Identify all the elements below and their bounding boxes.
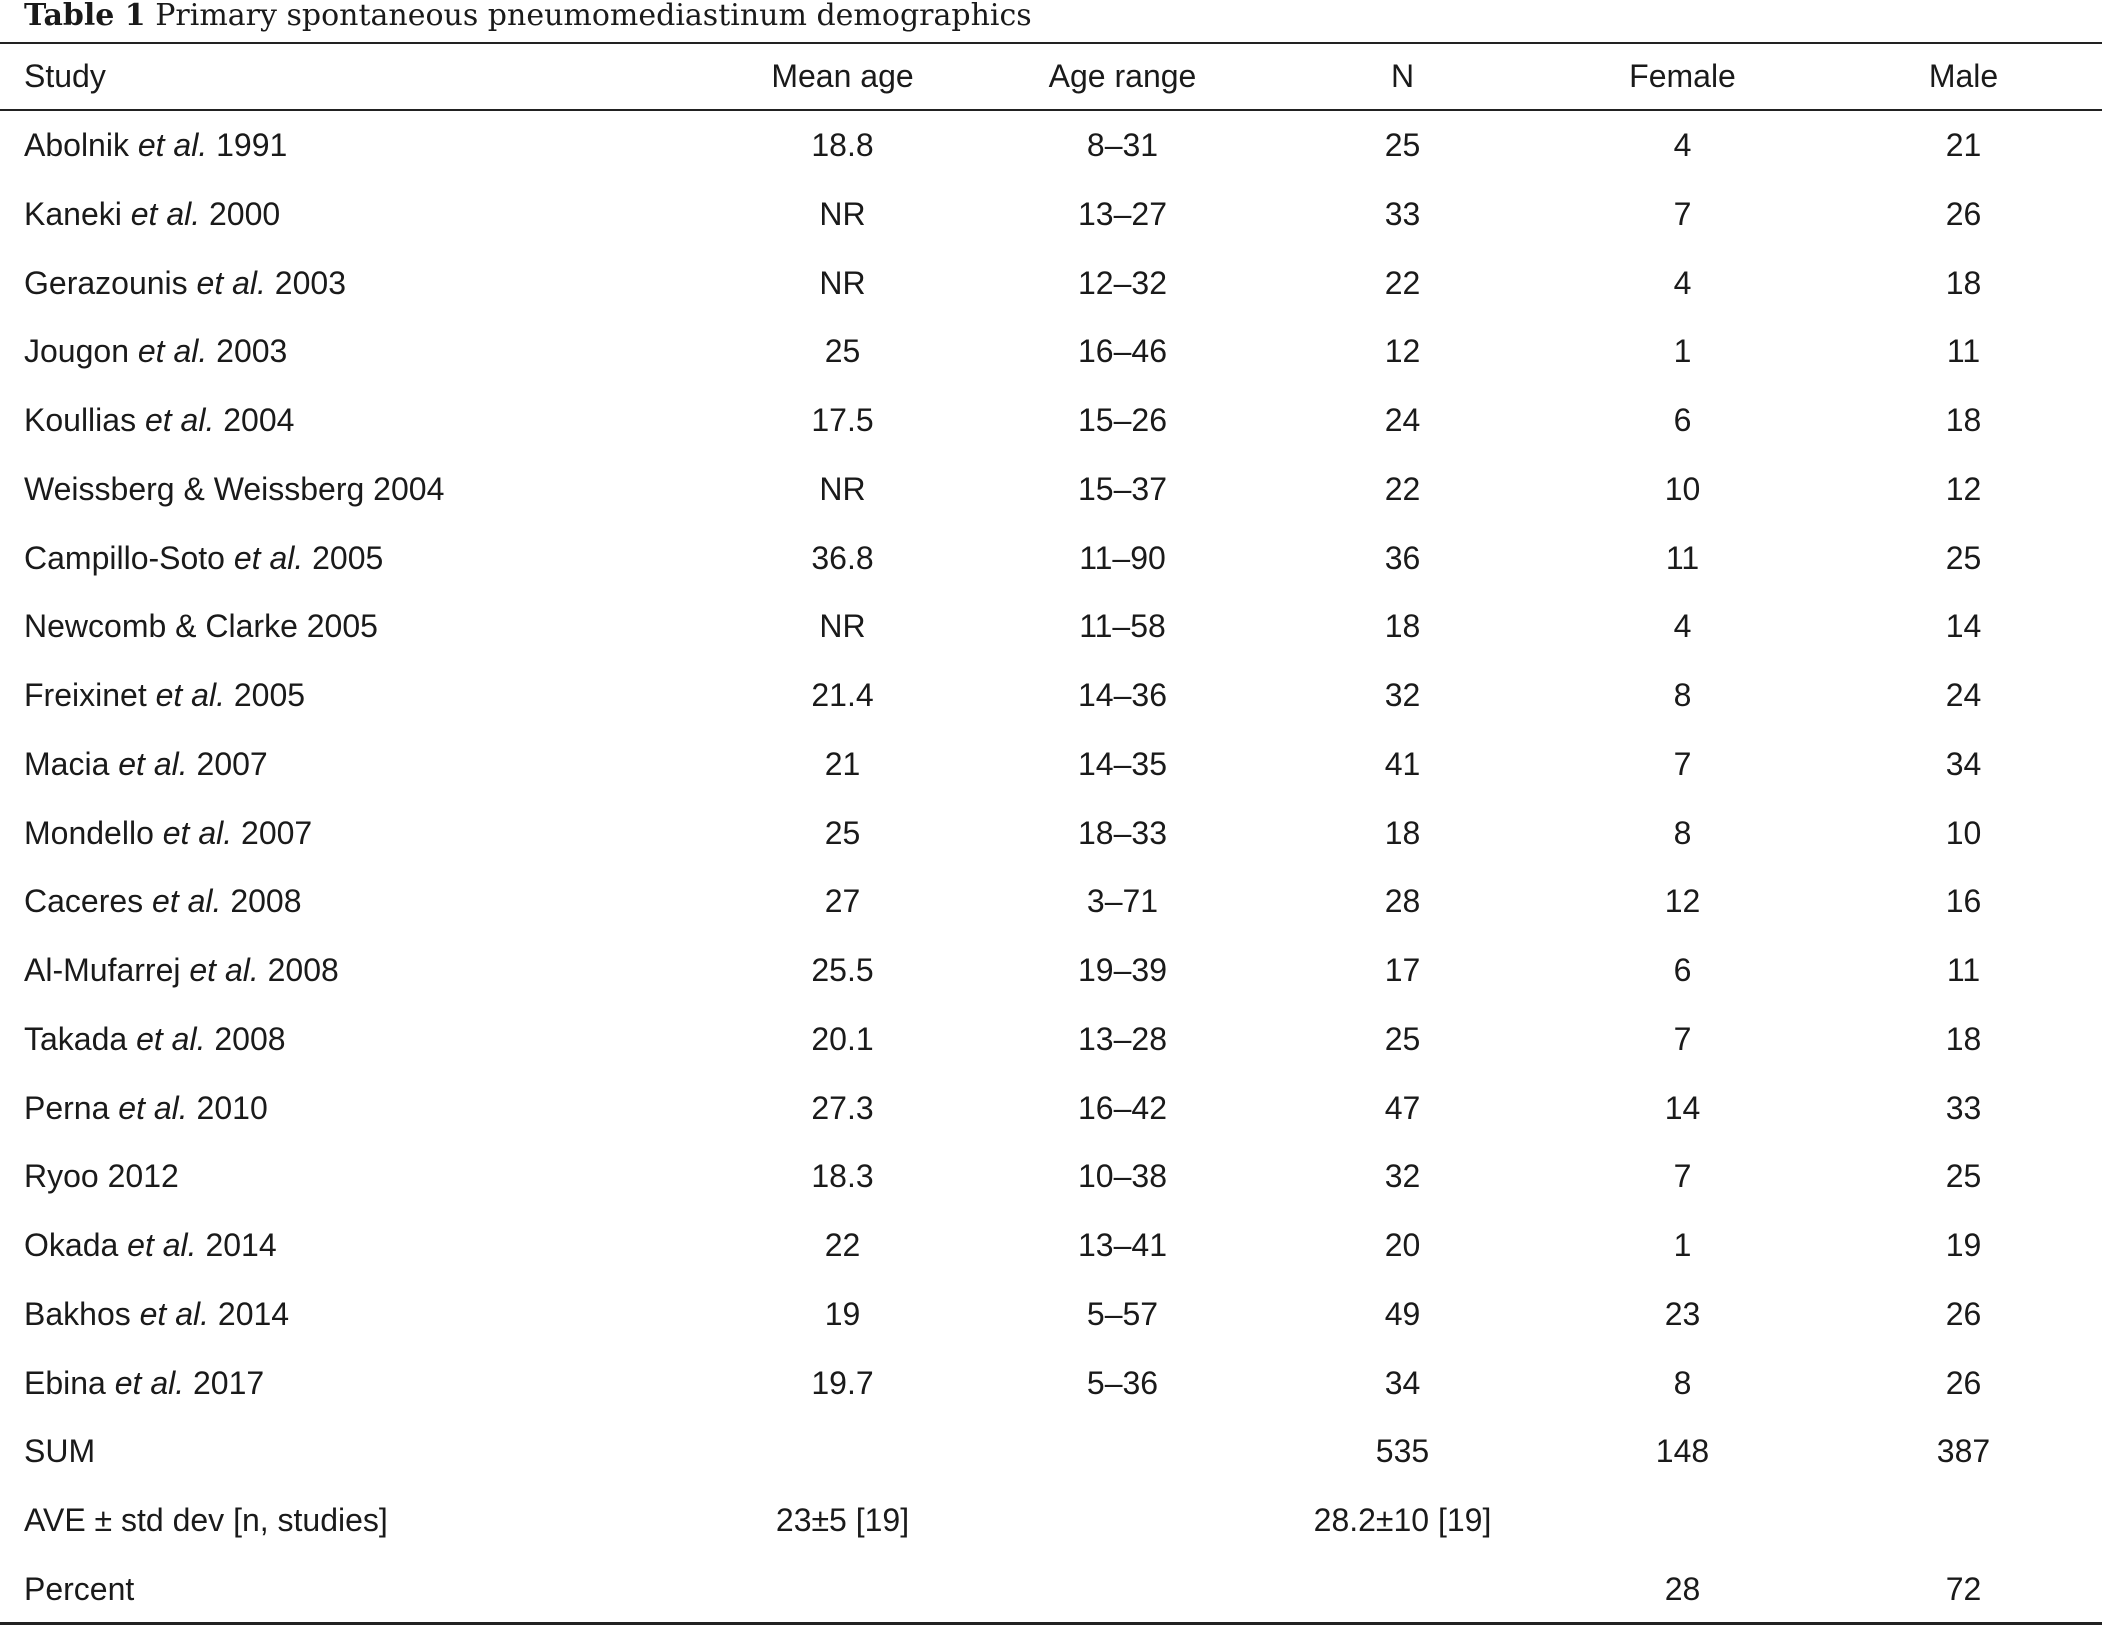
study-etal: et al. <box>139 1295 209 1332</box>
study-cell <box>0 1280 705 1349</box>
table-row <box>0 661 2102 730</box>
mean-age-cell: 20.1 <box>811 1020 874 1057</box>
study-author: Takada <box>24 1020 137 1057</box>
female-cell: 1 <box>1673 333 1692 370</box>
male-cell: 19 <box>1945 1227 1982 1264</box>
male-cell: 18 <box>1945 402 1982 439</box>
study-year: 2012 <box>107 1158 179 1195</box>
average-mean-age: 23±5 [19] <box>775 1502 910 1539</box>
col-header-male: Male <box>1928 58 1999 94</box>
demographics-table <box>0 43 2102 1624</box>
study-year: 2014 <box>217 1295 290 1332</box>
table-row <box>0 524 2102 593</box>
study-author: Campillo-Soto <box>24 539 234 576</box>
study-author: Perna <box>24 1089 119 1126</box>
age-range-cell: 13–28 <box>1078 1020 1167 1057</box>
n-cell: 34 <box>1384 1364 1421 1401</box>
study-etal: et al. <box>233 539 304 576</box>
age-range-cell: 13–27 <box>1078 195 1167 232</box>
mean-age-cell: 25 <box>824 333 861 370</box>
study-year: 2004 <box>223 402 295 439</box>
study-year: 2017 <box>193 1364 265 1401</box>
table-row <box>0 455 2102 524</box>
sum-label: SUM <box>24 1433 96 1470</box>
female-cell: 4 <box>1673 608 1692 645</box>
percent-age-range <box>980 1555 1265 1624</box>
male-cell: 33 <box>1945 1089 1982 1126</box>
age-range-cell: 14–35 <box>1078 745 1167 782</box>
n-cell: 20 <box>1384 1227 1421 1264</box>
col-header-study: Study <box>24 58 106 94</box>
study-year: 2003 <box>274 264 346 301</box>
n-cell: 22 <box>1384 264 1421 301</box>
female-cell: 10 <box>1664 470 1701 507</box>
age-range-cell: 11–90 <box>1079 539 1166 576</box>
age-range-cell: 16–46 <box>1078 333 1167 370</box>
male-cell: 16 <box>1945 883 1982 920</box>
age-range-cell: 13–41 <box>1078 1227 1167 1264</box>
male-cell: 10 <box>1945 814 1982 851</box>
age-range-cell: 3–71 <box>1086 883 1159 920</box>
table-caption-label: Table 1 <box>24 0 146 33</box>
table-row <box>0 1280 2102 1349</box>
study-year: 2008 <box>267 952 339 989</box>
male-cell: 18 <box>1945 1020 1982 1057</box>
n-cell: 33 <box>1384 195 1421 232</box>
sum-row <box>0 1418 2102 1487</box>
study-author: Koullias <box>24 402 145 439</box>
table-row <box>0 249 2102 318</box>
study-etal: et al. <box>144 402 215 439</box>
male-cell: 12 <box>1945 470 1982 507</box>
n-cell: 17 <box>1384 952 1421 989</box>
study-cell <box>0 249 705 318</box>
study-etal: et al. <box>127 1227 197 1264</box>
male-cell: 25 <box>1945 1158 1982 1195</box>
study-author: Kaneki <box>24 195 131 232</box>
mean-age-cell: 19.7 <box>811 1364 874 1401</box>
age-range-cell: 19–39 <box>1078 952 1167 989</box>
study-cell <box>0 1211 705 1280</box>
n-cell: 18 <box>1384 814 1421 851</box>
table-row <box>0 936 2102 1005</box>
study-etal: et al. <box>196 264 266 301</box>
male-cell: 26 <box>1945 195 1982 232</box>
study-etal: et al. <box>137 126 208 163</box>
study-etal: et al. <box>130 195 201 232</box>
average-male <box>1825 1486 2102 1555</box>
n-cell: 32 <box>1384 677 1421 714</box>
sum-mean-age <box>705 1418 980 1487</box>
study-year: 2000 <box>209 195 281 232</box>
table-header <box>0 43 2102 110</box>
mean-age-cell: 18.8 <box>811 126 874 163</box>
mean-age-cell: 19 <box>824 1295 861 1332</box>
table-row <box>0 180 2102 249</box>
male-cell: 26 <box>1945 1295 1982 1332</box>
study-year: 2007 <box>196 745 268 782</box>
study-etal: et al. <box>155 677 225 714</box>
study-author: Jougon <box>24 333 138 370</box>
mean-age-cell: NR <box>819 195 866 232</box>
study-year: 2010 <box>196 1089 268 1126</box>
male-cell: 34 <box>1945 745 1982 782</box>
sum-n: 535 <box>1375 1433 1430 1470</box>
table-row <box>0 1211 2102 1280</box>
n-cell: 32 <box>1384 1158 1421 1195</box>
study-cell <box>0 386 705 455</box>
n-cell: 12 <box>1384 333 1421 370</box>
female-cell: 7 <box>1673 745 1692 782</box>
study-author: Al-Mufarrej <box>24 952 190 989</box>
study-cell <box>0 730 705 799</box>
average-age-range <box>980 1486 1265 1555</box>
female-cell: 4 <box>1673 264 1692 301</box>
female-cell: 7 <box>1673 1158 1692 1195</box>
col-header-age-range: Age range <box>1048 58 1197 94</box>
sum-female: 148 <box>1655 1433 1710 1470</box>
mean-age-cell: NR <box>819 264 866 301</box>
n-cell: 18 <box>1384 608 1421 645</box>
study-author: Okada <box>24 1227 128 1264</box>
table-row <box>0 386 2102 455</box>
table-row <box>0 799 2102 868</box>
female-cell: 11 <box>1665 539 1700 576</box>
study-cell <box>0 524 705 593</box>
table-caption <box>24 0 1032 40</box>
percent-label: Percent <box>24 1570 135 1607</box>
female-cell: 8 <box>1673 677 1692 714</box>
mean-age-cell: 36.8 <box>811 539 874 576</box>
average-label: AVE ± std dev [n, studies] <box>24 1502 388 1539</box>
female-cell: 7 <box>1673 1020 1692 1057</box>
study-author: Macia <box>24 745 119 782</box>
n-cell: 41 <box>1384 745 1421 782</box>
percent-male: 72 <box>1945 1570 1982 1607</box>
age-range-cell: 5–36 <box>1086 1364 1159 1401</box>
percent-female: 28 <box>1664 1570 1701 1607</box>
study-cell <box>0 1074 705 1143</box>
table-caption-title: Primary spontaneous pneumomediastinum demographics <box>155 0 1032 33</box>
sum-male: 387 <box>1936 1433 1991 1470</box>
study-etal: et al. <box>118 1089 188 1126</box>
study-year: 2005 <box>306 608 378 645</box>
study-cell <box>0 110 705 180</box>
study-year: 2007 <box>241 814 313 851</box>
age-range-cell: 18–33 <box>1078 814 1167 851</box>
table-row <box>0 1005 2102 1074</box>
study-year: 2005 <box>312 539 384 576</box>
male-cell: 18 <box>1945 264 1982 301</box>
study-cell <box>0 455 705 524</box>
n-cell: 49 <box>1384 1295 1421 1332</box>
average-row <box>0 1486 2102 1555</box>
mean-age-cell: 27 <box>824 883 861 920</box>
study-year: 2014 <box>205 1227 277 1264</box>
n-cell: 25 <box>1384 126 1421 163</box>
table-row <box>0 593 2102 662</box>
table-row <box>0 868 2102 937</box>
age-range-cell: 11–58 <box>1079 608 1166 645</box>
percent-mean-age <box>705 1555 980 1624</box>
col-header-mean-age: Mean age <box>771 58 914 94</box>
study-cell <box>0 1005 705 1074</box>
age-range-cell: 15–37 <box>1078 470 1167 507</box>
study-year: 1991 <box>216 126 288 163</box>
table-row <box>0 1349 2102 1418</box>
study-author: Gerazounis <box>24 264 197 301</box>
age-range-cell: 12–32 <box>1078 264 1167 301</box>
male-cell: 21 <box>1945 126 1982 163</box>
female-cell: 1 <box>1673 1227 1692 1264</box>
study-author: Ryoo <box>24 1158 108 1195</box>
study-etal: et al. <box>189 952 259 989</box>
age-range-cell: 5–57 <box>1086 1295 1159 1332</box>
average-n: 28.2±10 [19] <box>1313 1502 1492 1539</box>
female-cell: 6 <box>1673 402 1692 439</box>
mean-age-cell: 22 <box>824 1227 861 1264</box>
female-cell: 6 <box>1673 952 1692 989</box>
study-author: Ebina <box>24 1364 115 1401</box>
study-cell <box>0 180 705 249</box>
mean-age-cell: 21.4 <box>811 677 874 714</box>
female-cell: 23 <box>1664 1295 1701 1332</box>
study-etal: et al. <box>114 1364 185 1401</box>
study-cell <box>0 936 705 1005</box>
male-cell: 14 <box>1945 608 1982 645</box>
mean-age-cell: 18.3 <box>811 1158 874 1195</box>
female-cell: 8 <box>1673 1364 1692 1401</box>
study-etal: et al. <box>136 1020 206 1057</box>
age-range-cell: 15–26 <box>1078 402 1167 439</box>
male-cell: 26 <box>1945 1364 1982 1401</box>
col-header-female: Female <box>1629 58 1736 94</box>
average-female <box>1540 1486 1825 1555</box>
female-cell: 8 <box>1673 814 1692 851</box>
female-cell: 14 <box>1664 1089 1701 1126</box>
mean-age-cell: NR <box>819 470 866 507</box>
female-cell: 4 <box>1673 126 1692 163</box>
mean-age-cell: 25.5 <box>811 952 874 989</box>
study-year: 2008 <box>214 1020 286 1057</box>
mean-age-cell: 27.3 <box>811 1089 874 1126</box>
age-range-cell: 10–38 <box>1078 1158 1167 1195</box>
study-cell <box>0 799 705 868</box>
study-year: 2005 <box>233 677 306 714</box>
table-row <box>0 1074 2102 1143</box>
study-etal: et al. <box>137 333 208 370</box>
study-etal: et al. <box>162 814 233 851</box>
age-range-cell: 8–31 <box>1086 126 1159 163</box>
table-body <box>0 110 2102 1624</box>
study-cell <box>0 593 705 662</box>
age-range-cell: 14–36 <box>1078 677 1167 714</box>
female-cell: 12 <box>1664 883 1701 920</box>
col-header-n: N <box>1390 58 1415 94</box>
header-row <box>0 43 2102 110</box>
sum-age-range <box>980 1418 1265 1487</box>
mean-age-cell: NR <box>819 608 866 645</box>
percent-n <box>1265 1555 1540 1624</box>
n-cell: 25 <box>1384 1020 1421 1057</box>
study-year: 2004 <box>373 470 445 507</box>
study-cell <box>0 1143 705 1212</box>
study-cell <box>0 868 705 937</box>
study-year: 2003 <box>216 333 288 370</box>
n-cell: 22 <box>1384 470 1421 507</box>
mean-age-cell: 21 <box>824 745 861 782</box>
male-cell: 24 <box>1945 677 1982 714</box>
n-cell: 24 <box>1384 402 1421 439</box>
study-author: Newcomb & Clarke <box>24 608 307 645</box>
study-cell <box>0 661 705 730</box>
male-cell: 11 <box>1946 952 1981 989</box>
n-cell: 28 <box>1384 883 1421 920</box>
study-etal: et al. <box>118 745 188 782</box>
table-row <box>0 730 2102 799</box>
male-cell: 25 <box>1945 539 1982 576</box>
n-cell: 47 <box>1384 1089 1421 1126</box>
study-author: Mondello <box>24 814 163 851</box>
n-cell: 36 <box>1384 539 1421 576</box>
female-cell: 7 <box>1673 195 1692 232</box>
study-etal: et al. <box>152 883 222 920</box>
study-cell <box>0 1349 705 1418</box>
table-row <box>0 318 2102 387</box>
study-author: Bakhos <box>24 1295 140 1332</box>
study-author: Abolnik <box>24 126 138 163</box>
study-cell <box>0 318 705 387</box>
mean-age-cell: 17.5 <box>811 402 874 439</box>
study-author: Caceres <box>24 883 153 920</box>
percent-row <box>0 1555 2102 1624</box>
age-range-cell: 16–42 <box>1078 1089 1167 1126</box>
table-row <box>0 110 2102 180</box>
study-author: Freixinet <box>24 677 156 714</box>
mean-age-cell: 25 <box>824 814 861 851</box>
male-cell: 11 <box>1946 333 1981 370</box>
study-author: Weissberg & Weissberg <box>24 470 374 507</box>
table-row <box>0 1143 2102 1212</box>
study-year: 2008 <box>230 883 302 920</box>
